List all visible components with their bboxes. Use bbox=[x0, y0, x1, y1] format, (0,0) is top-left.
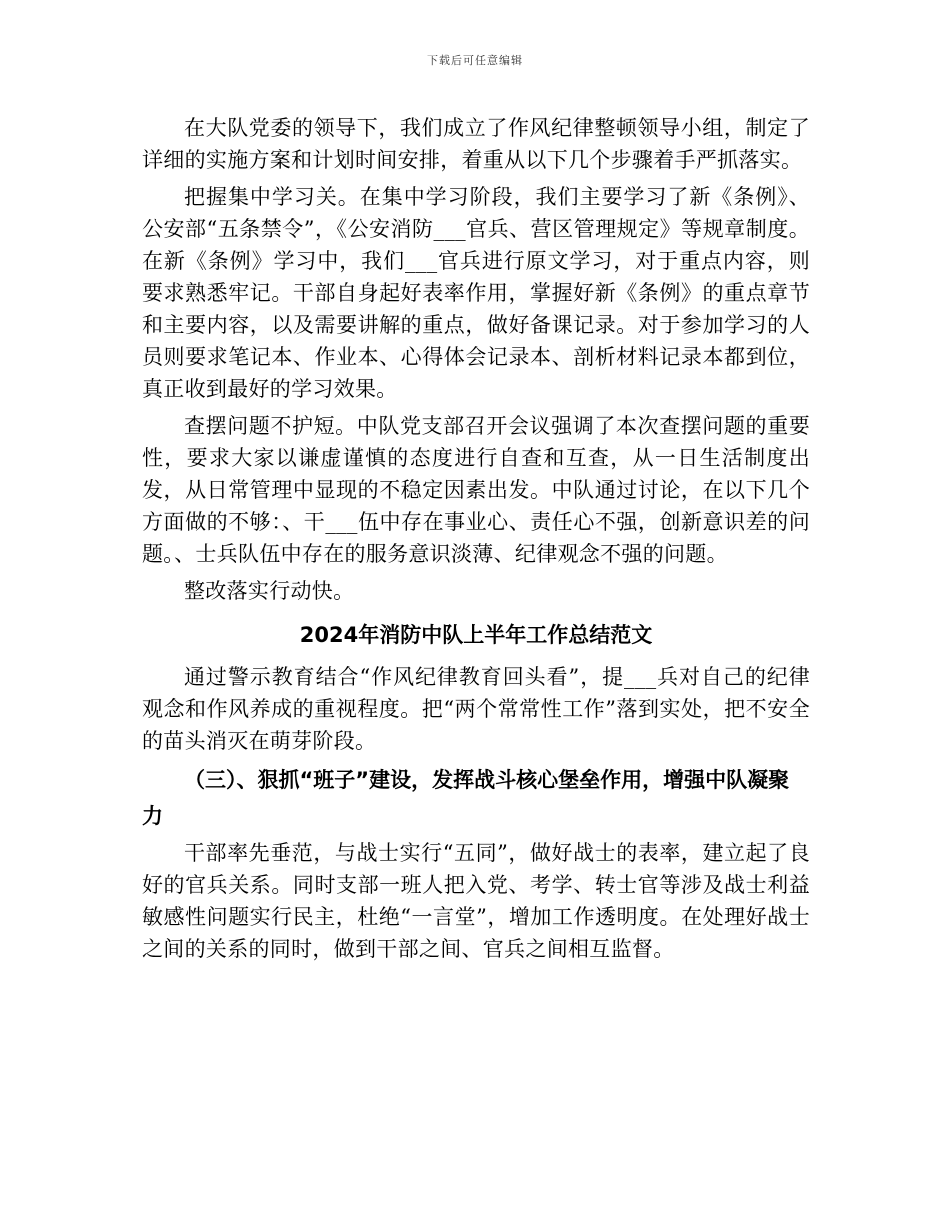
body-paragraph-5: 通过警示教育结合“作风纪律教育回头看”，提___兵对自己的纪律观念和作风养成的重视程度。把“两个常常性工作”落到实处，把不安全的苗头消灭在萌芽阶段。 bbox=[142, 665, 810, 753]
body-paragraph-6: 干部率先垂范，与战士实行“五同”，做好战士的表率，建立起了良好的官兵关系。同时支部一班人把入党、考学、转士官等涉及战士利益敏感性问题实行民主，杜绝“一言堂”，增加工作透明度。在处理好战士之间的关系的同时，做到干部之间、官兵之间相互监督。 bbox=[142, 841, 810, 961]
body-paragraph-3: 查摆问题不护短。中队党支部召开会议强调了本次查摆问题的重要性，要求大家以谦虚谨慎的态度进行自查和互查，从一日生活制度出发，从日常管理中显现的不稳定因素出发。中队通过讨论，在以下几个方面做的不够：、干___伍中存在事业心、责任心不强，创新意识差的问题。、士兵队伍中存在的服务意识淡薄、纪律观念不强的问题。 bbox=[142, 414, 810, 566]
body-paragraph-4: 整改落实行动快。 bbox=[184, 579, 355, 603]
document-body bbox=[142, 112, 810, 970]
page-header-note: 下载后可任意编辑 bbox=[427, 54, 523, 67]
section-heading: （三）、狠抓“班子”建设，发挥战斗核心堡垒作用，增强中队凝聚力 bbox=[142, 768, 790, 828]
body-paragraph-1: 在大队党委的领导下，我们成立了作风纪律整顿领导小组，制定了详细的实施方案和计划时间安排，着重从以下几个步骤着手严抓落实。 bbox=[142, 116, 810, 172]
document-title: 2024年消防中队上半年工作总结范文 bbox=[299, 623, 653, 647]
body-paragraph-2: 把握集中学习关。在集中学习阶段，我们主要学习了新《条例》、公安部“五条禁令”，《公安消防___官兵、营区管理规定》等规章制度。在新《条例》学习中，我们___官兵进行原文学习，对于重点内容，则要求熟悉牢记。干部自身起好表率作用，掌握好新《条例》的重点章节和主要内容，以及需要讲解的重点，做好备课记录。对于参加学习的人员则要求笔记本、作业本、心得体会记录本、剖析材料记录本都到位，真正收到最好的学习效果。 bbox=[142, 185, 810, 401]
